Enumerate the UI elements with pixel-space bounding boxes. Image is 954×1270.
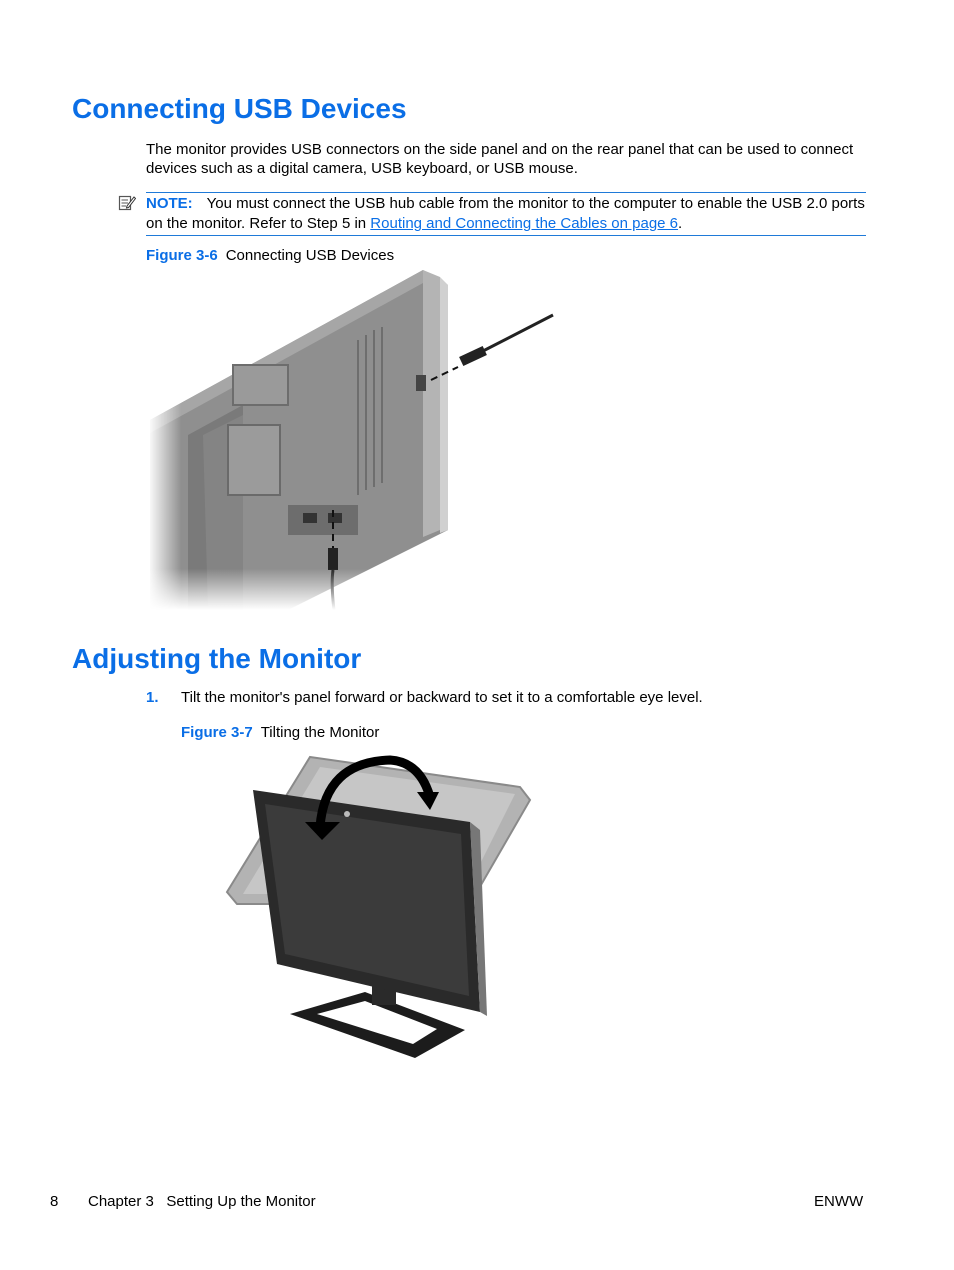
figure-3-7-caption — [181, 724, 379, 741]
note-icon — [118, 194, 136, 212]
routing-cables-link[interactable]: Routing and Connecting the Cables on page 6 — [370, 215, 679, 232]
footer-enww: ENWW — [814, 1193, 864, 1210]
footer-page-number: 8 — [50, 1193, 59, 1210]
monitor-tilt-illustration — [225, 752, 535, 1062]
figure-caption: Connecting USB Devices — [225, 247, 395, 264]
figure-number: Figure 3-7 — [181, 724, 253, 741]
step-1 — [146, 689, 703, 706]
step-text: Tilt the monitor's panel forward or backward to set it to a comfortable eye level. — [181, 689, 703, 706]
figure-caption: Tilting the Monitor — [260, 724, 380, 741]
figure-number: Figure 3-6 — [146, 247, 218, 264]
section-title-usb: Connecting USB Devices — [72, 93, 407, 124]
section-title-adjusting: Adjusting the Monitor — [72, 643, 362, 674]
note-box — [146, 192, 866, 236]
step-number: 1. — [146, 689, 159, 706]
figure-3-6-caption — [146, 247, 394, 264]
footer-chapter: Chapter 3 Setting Up the Monitor — [88, 1193, 316, 1210]
note-text: You must connect the USB hub cable from the monitor to the computer to enable the USB 2.0 ports on the monitor. Refer to Step 5 in — [146, 195, 865, 232]
note-text-end: . — [678, 215, 683, 232]
monitor-rear-usb-illustration — [148, 265, 563, 610]
usb-paragraph: The monitor provides USB connectors on the side panel and on the rear panel that can be used to connect devices such as a digital camera, USB keyboard, or USB mouse. — [146, 141, 854, 177]
note-label: NOTE: — [146, 195, 193, 212]
